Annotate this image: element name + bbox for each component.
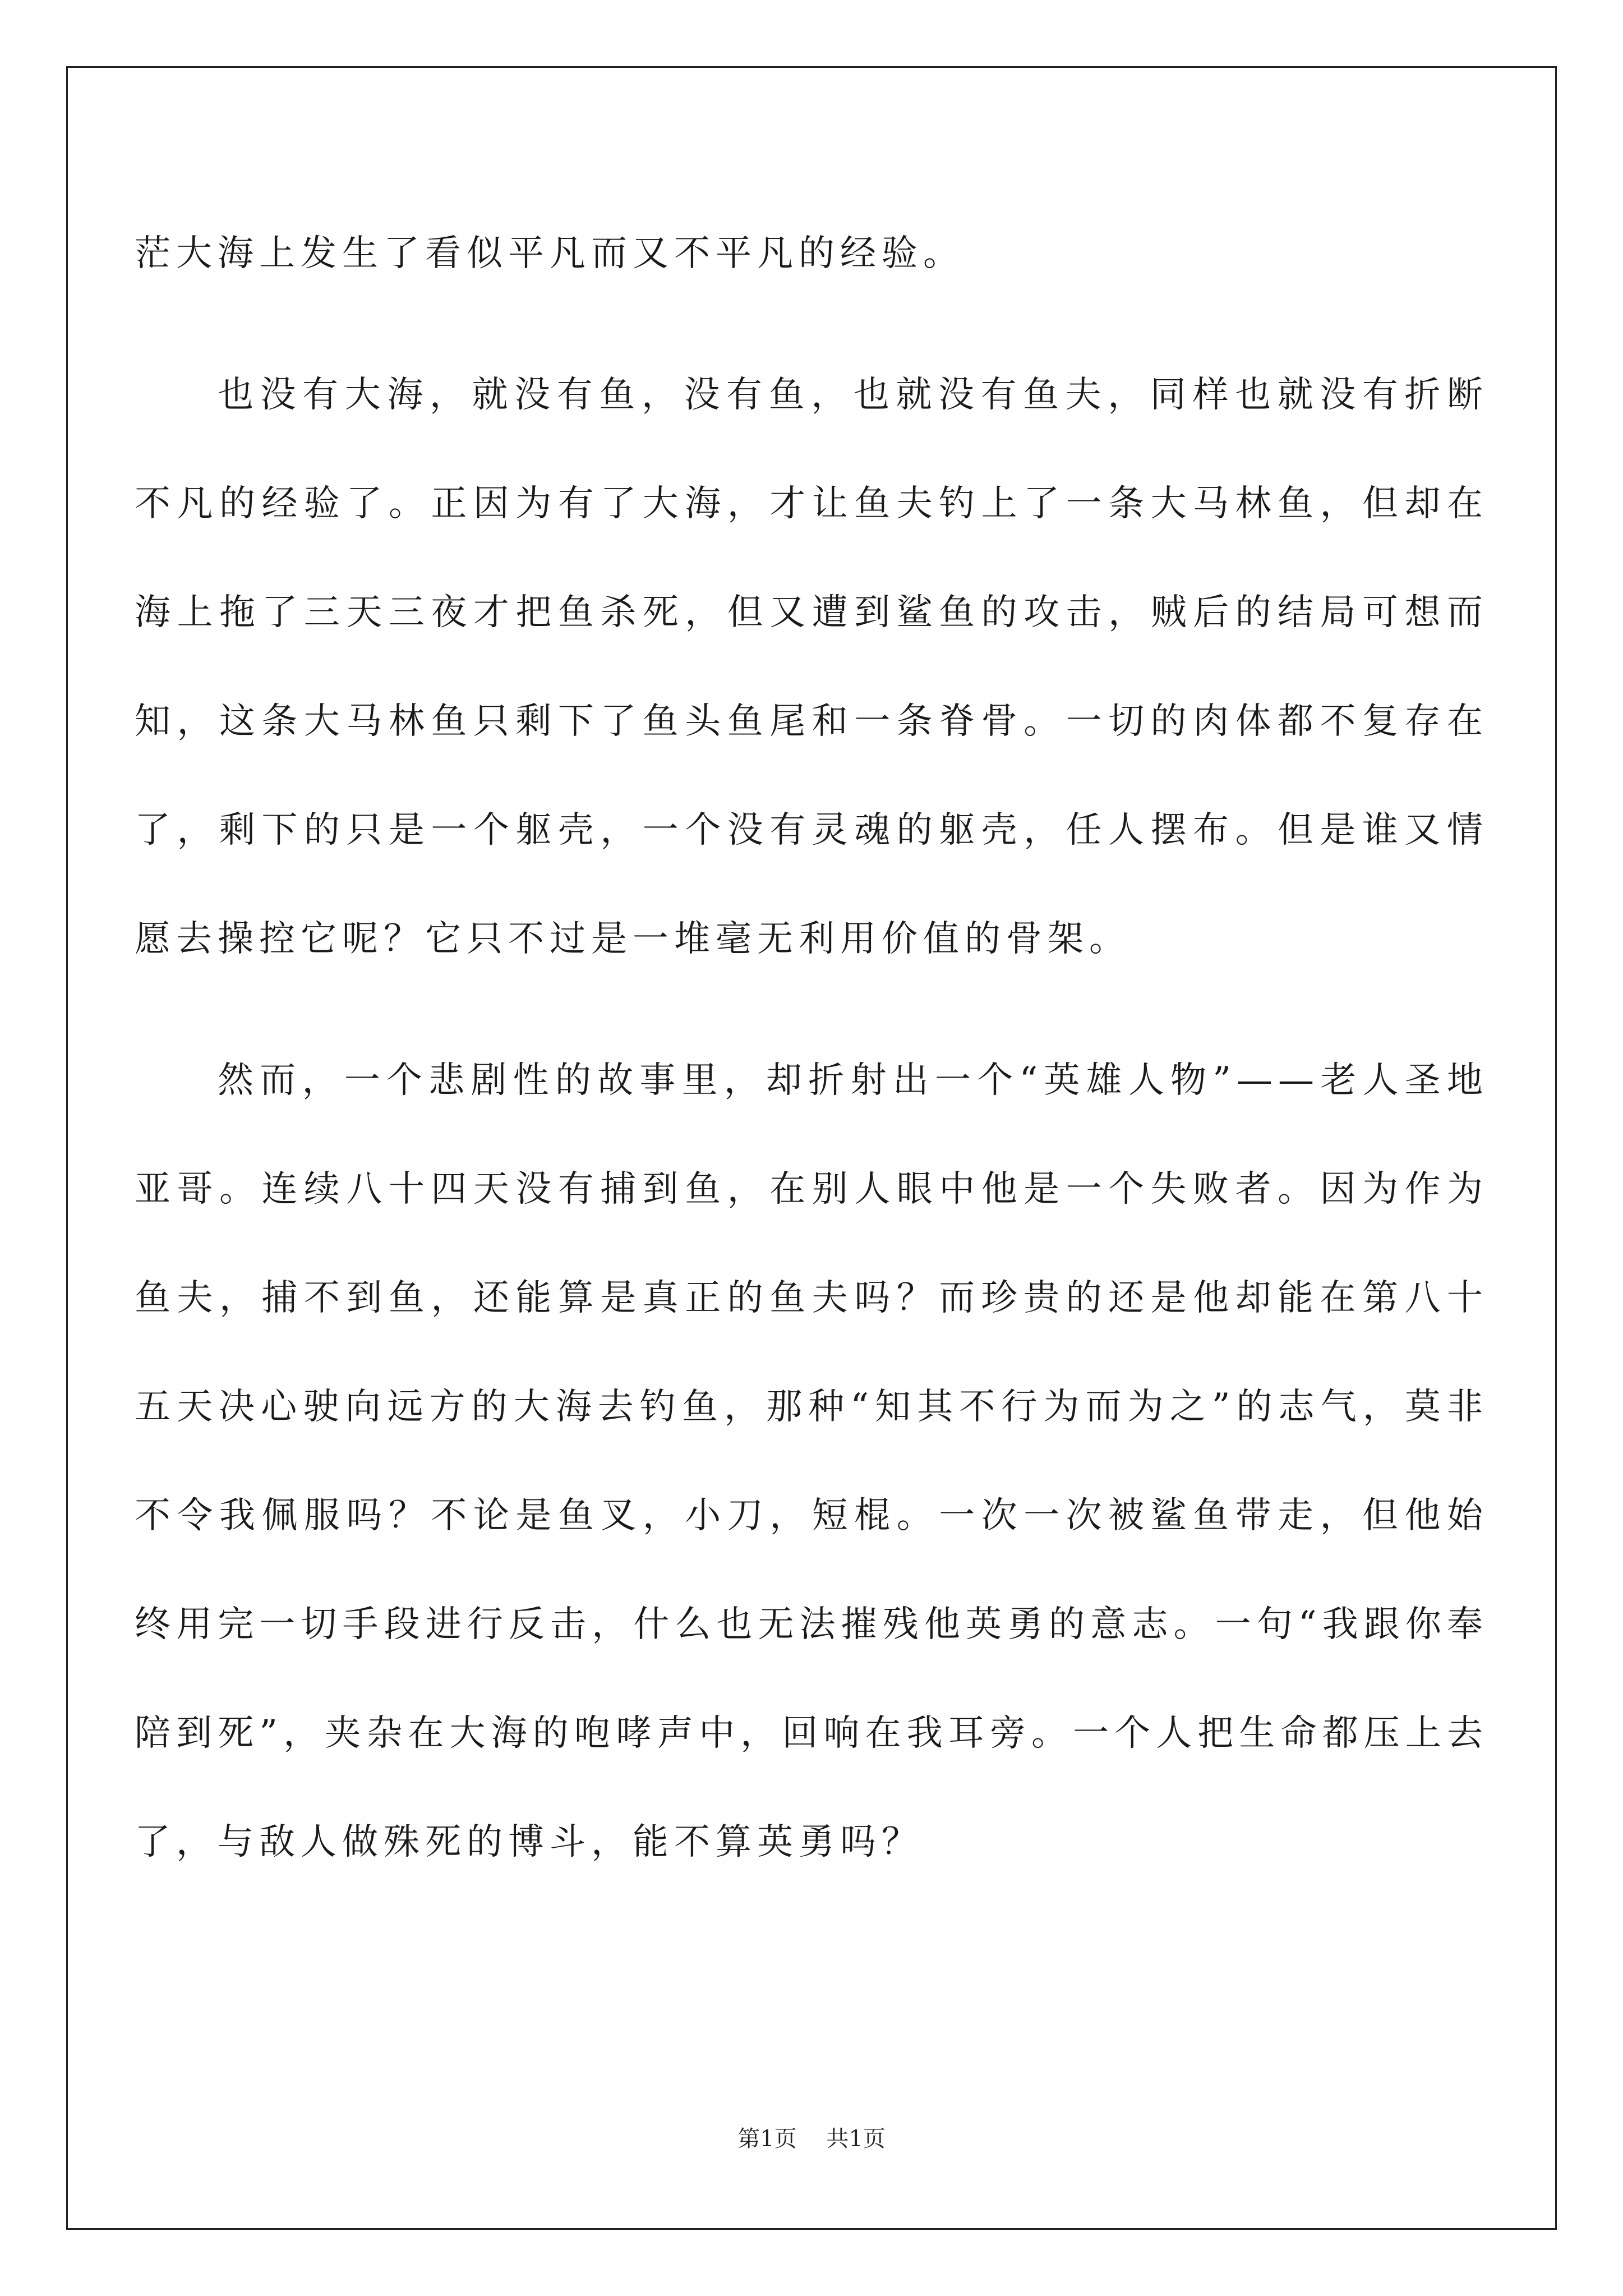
paragraph-2: 也没有大海，就没有鱼，没有鱼，也就没有鱼夫，同样也就没有折断不凡的经验了。正因为有了大海，才让鱼夫钓上了一条大马林鱼，但却在海上拖了三天三夜才把鱼杀死，但又遭到鲨鱼的攻击，贼后的结局可想而知，这条大马林鱼只剩下了鱼头鱼尾和一条脊骨。一切的肉体都不复存在了，剩下的只是一个躯壳，一个没有灵魂的躯壳，任人摆布。但是谁又情愿去操控它呢？它只不过是一堆毫无利用价值的骨架。 [135,374,1488,960]
document-body [135,199,1488,2095]
page-total: 共1页 [826,2126,886,2152]
page-number: 第1页 [737,2126,797,2152]
paragraph-3: 然而，一个悲剧性的故事里，却折射出一个“英雄人物”——老人圣地亚哥。连续八十四天没有捕到鱼，在别人眼中他是一个失败者。因为作为鱼夫，捕不到鱼，还能算是真正的鱼夫吗？而珍贵的还是他却能在第八十五天决心驶向远方的大海去钓鱼，那种“知其不行为而为之”的志气，莫非不令我佩服吗？不论是鱼叉，小刀，短棍。一次一次被鲨鱼带走，但他始终用完一切手段进行反击，什么也无法摧残他英勇的意志。一句“我跟你奉陪到死”，夹杂在大海的咆哮声中，回响在我耳旁。一个人把生命都压上去了，与敌人做殊死的博斗，能不算英勇吗？ [135,1060,1488,1863]
paragraph-1: 茫大海上发生了看似平凡而又不平凡的经验。 [135,233,965,274]
page-footer [0,2125,1623,2153]
